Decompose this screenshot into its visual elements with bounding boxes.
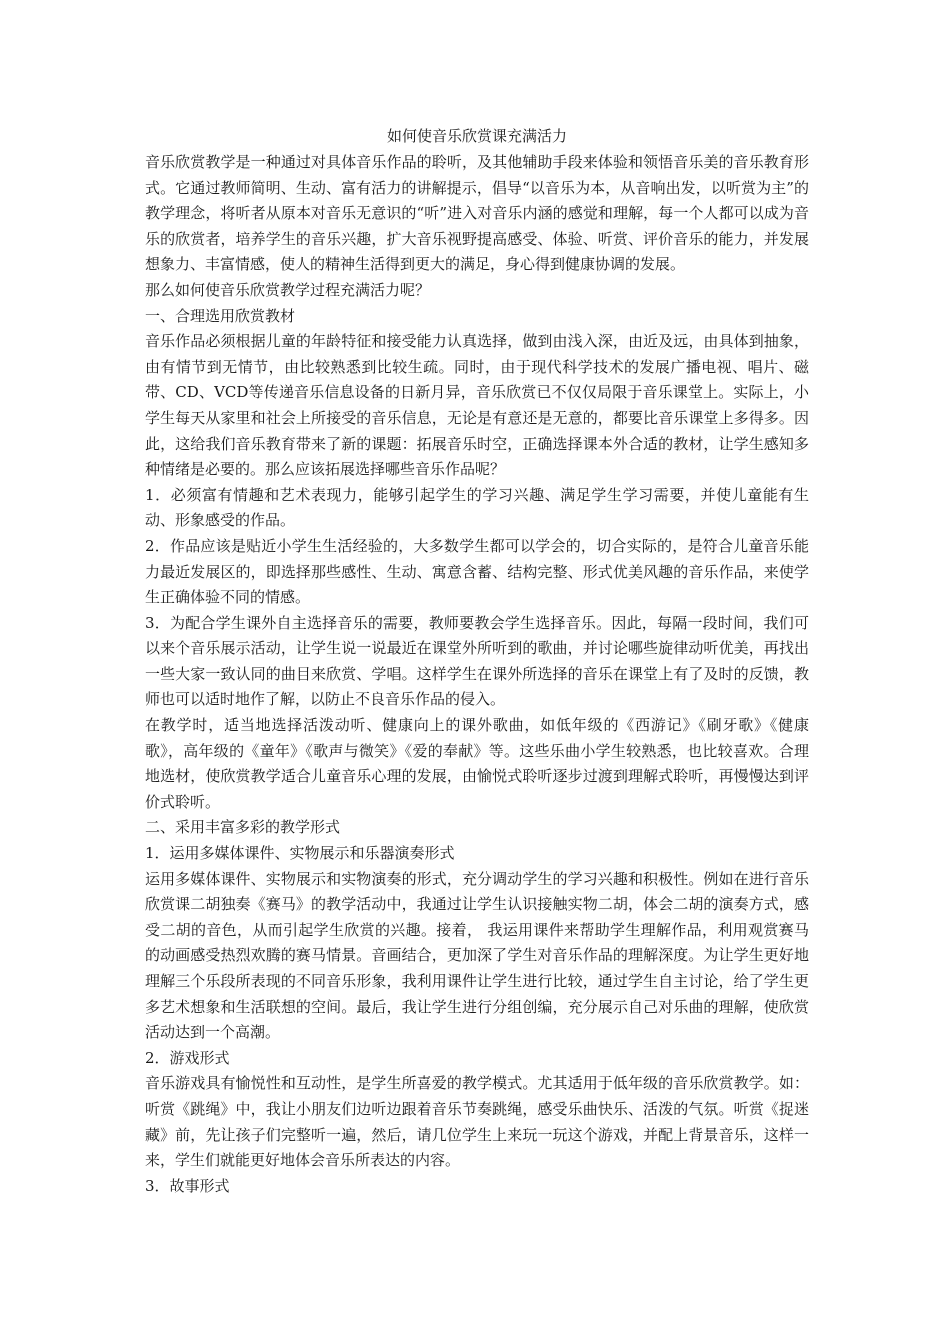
list-item-2: 2．作品应该是贴近小学生生活经验的，大多数学生都可以学会的，切合实际的，是符合儿童音乐能力最近发展区的，即选择那些感性、生动、寓意含蓄、结构完整、形式优美风趣的音乐作品，来使学生正确体验不同的情感。	[145, 536, 809, 607]
body-paragraph: 音乐游戏具有愉悦性和互动性，是学生所喜爱的教学模式。尤其适用于低年级的音乐欣赏教学。如：听赏《跳绳》中，我让小朋友们边听边跟着音乐节奏跳绳，感受乐曲快乐、活泼的气氛。听赏《捉迷藏》前，先让孩子们完整听一遍，然后，请几位学生上来玩一玩这个游戏，并配上背景音乐，这样一来，学生们就能更好地体会音乐所表达的内容。	[145, 1074, 809, 1170]
list-item-3: 3．为配合学生课外自主选择音乐的需要，教师要教会学生选择音乐。因此，每隔一段时间，我们可以来个音乐展示活动，让学生说一说最近在课堂外所听到的歌曲，并讨论哪些旋律动听优美，再找出一些大家一致认同的曲目来欣赏、学唱。这样学生在课外所选择的音乐在课堂上有了及时的反馈，教师也可以适时地作了解，以防止不良音乐作品的侵入。	[145, 613, 809, 709]
document-title: 如何使音乐欣赏课充满活力	[386, 127, 567, 145]
subsection-heading-3: 3．故事形式	[145, 1176, 230, 1195]
document-page	[145, 122, 809, 1199]
subsection-heading-1: 1．运用多媒体课件、实物展示和乐器演奏形式	[145, 844, 455, 863]
question-paragraph: 那么如何使音乐欣赏教学过程充满活力呢？	[145, 280, 431, 299]
section-heading-2: 二、采用丰富多彩的教学形式	[145, 818, 341, 837]
list-item-1: 1．必须富有情趣和艺术表现力，能够引起学生的学习兴趣、满足学生学习需要，并使儿童能有生动、形象感受的作品。	[145, 485, 809, 530]
subsection-heading-2: 2．游戏形式	[145, 1048, 230, 1067]
section-heading-1: 一、合理选用欣赏教材	[145, 306, 296, 325]
intro-paragraph: 音乐欣赏教学是一种通过对具体音乐作品的聆听，及其他辅助手段来体验和领悟音乐美的音乐教育形式。它通过教师简明、生动、富有活力的讲解提示，倡导“以音乐为本，从音响出发，以听赏为主”的教学理念，将听者从原本对音乐无意识的“听”进入对音乐内涵的感觉和理解，每一个人都可以成为音乐的欣赏者，培养学生的音乐兴趣，扩大音乐视野提高感受、体验、听赏、评价音乐的能力，并发展想象力、丰富情感，使人的精神生活得到更大的满足，身心得到健康协调的发展。	[145, 153, 809, 274]
body-paragraph: 音乐作品必须根据儿童的年龄特征和接受能力认真选择，做到由浅入深，由近及远，由具体到抽象，由有情节到无情节，由比较熟悉到比较生疏。同时，由于现代科学技术的发展广播电视、唱片、磁带、CD、VCD等传递音乐信息设备的日新月异，音乐欣赏已不仅仅局限于音乐课堂上。实际上，小学生每天从家里和社会上所接受的音乐信息，无论是有意还是无意的，都要比音乐课堂上多得多。因此，这给我们音乐教育带来了新的课题：拓展音乐时空，正确选择课本外合适的教材，让学生感知多种情绪是必要的。那么应该拓展选择哪些音乐作品呢？	[145, 332, 809, 479]
body-paragraph: 在教学时，适当地选择活泼动听、健康向上的课外歌曲，如低年级的《西游记》《刷牙歌》《健康歌》，高年级的《童年》《歌声与微笑》《爱的奉献》等。这些乐曲小学生较熟悉，也比较喜欢。合理地选材，使欣赏教学适合儿童音乐心理的发展，由愉悦式聆听逐步过渡到理解式聆听，再慢慢达到评价式聆听。	[145, 716, 809, 811]
body-paragraph: 运用多媒体课件、实物展示和实物演奏的形式，充分调动学生的学习兴趣和积极性。例如在进行音乐欣赏课二胡独奏《赛马》的教学活动中，我通过让学生认识接触实物二胡，体会二胡的演奏方式，感受二胡的音色，从而引起学生欣赏的兴趣。接着， 我运用课件来帮助学生理解作品，利用观赏赛马的动画感受热烈欢腾的赛马情景。音画结合，更加深了学生对音乐作品的理解深度。为让学生更好地理解三个乐段所表现的不同音乐形象，我利用课件让学生进行比较，通过学生自主讨论，给了学生更多艺术想象和生活联想的空间。最后，我让学生进行分组创编，充分展示自己对乐曲的理解，使欣赏活动达到一个高潮。	[145, 869, 809, 1042]
